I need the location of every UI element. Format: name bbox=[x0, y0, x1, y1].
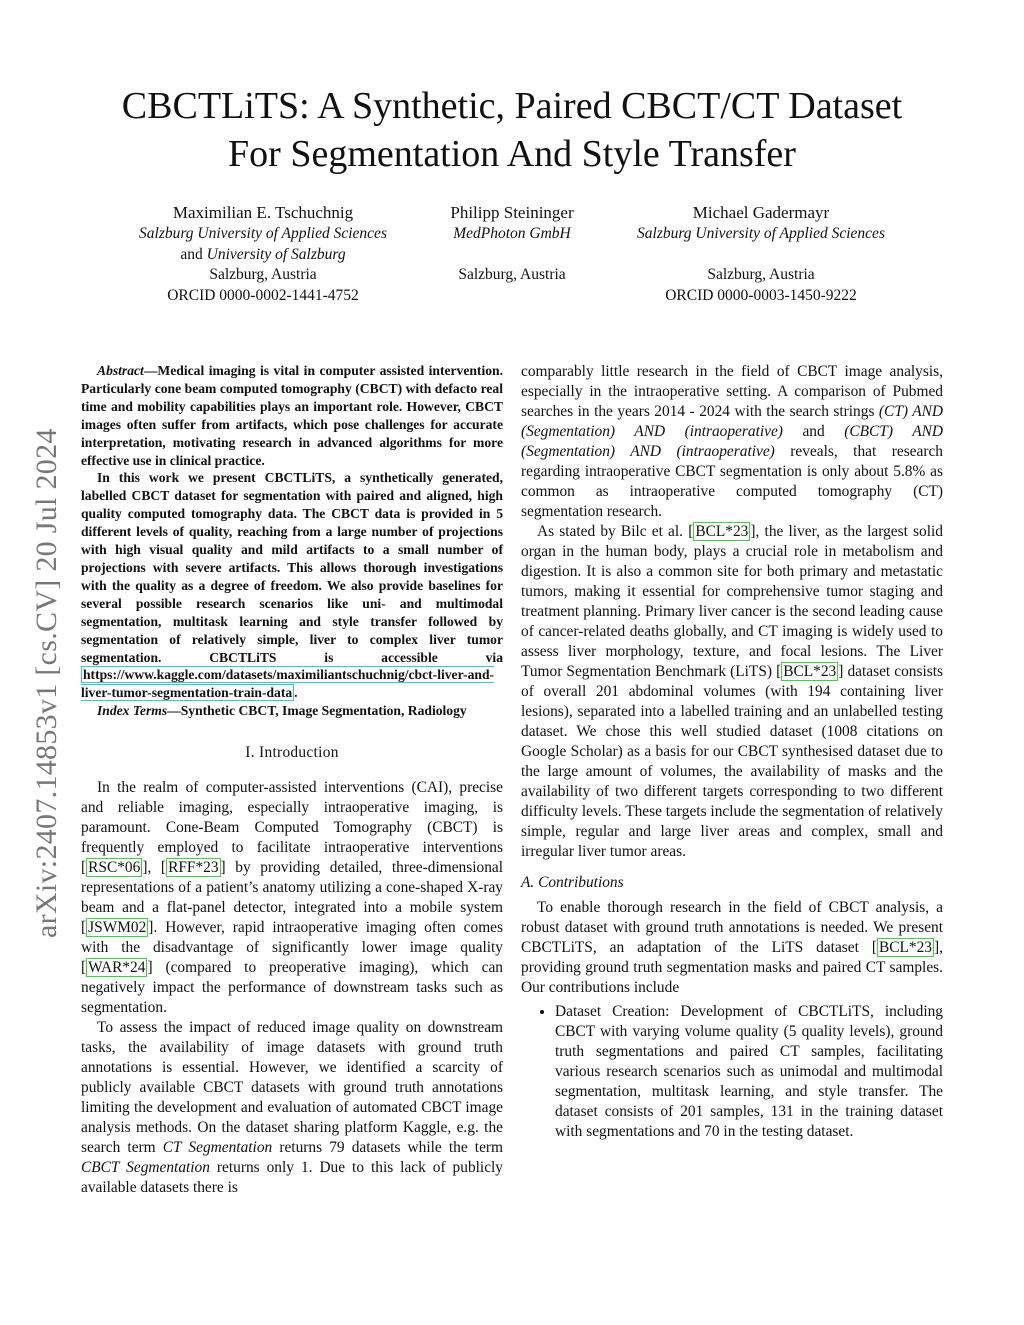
title-line-1: CBCTLiTS: A Synthetic, Paired CBCT/CT Dataset bbox=[121, 85, 903, 127]
paper-title bbox=[0, 82, 1024, 178]
paragraph-text: returns 79 datasets while the term bbox=[272, 1139, 504, 1157]
paragraph-text: comparably little research in the field of CBCT image analysis, especially in the intraoperative setting. A comparison of Pubmed searches in the years 2014 - 2024 with the search strings bbox=[521, 363, 943, 420]
paragraph-text: reveals, that research regarding intraoperative CBCT segmentation is only about 5.8% as common as intraoperative computed tomography (CT) segmentation research. bbox=[521, 443, 943, 520]
emphasis-text: (CT) AND (Segmentation) AND (intraoperative) bbox=[521, 403, 943, 440]
author-affiliation: Salzburg University of Applied Sciences bbox=[637, 225, 885, 242]
author-spacer bbox=[606, 245, 916, 266]
paragraph-text: , the liver, as the largest solid organ in the human body, plays a crucial role in metabolism and digestion. It is also a common site for both primary and metastatic tumors, making it essential for comprehensive tumor staging and treatment planning. Primary liver cancer is the second leading cause of cancer-related deaths globally, and CT imaging is widely used to assess liver morphology, texture, and focal lesions. The Liver Tumor Segmentation Benchmark (LiTS) bbox=[521, 523, 943, 680]
emphasis-text: CBCT Segmentation bbox=[81, 1159, 210, 1177]
abstract-label: Abstract bbox=[97, 363, 144, 378]
list-item: • Dataset Creation: Development of CBCTLiTS, including CBCT with varying volume quality (5 quality levels), ground truth segmentations and paired CT samples, facilitating various research scenarios such as unimodal and multimodal segmentation, multitask learning, and style transfer. The dataset consists of 201 samples, 131 in the training dataset with segmentations and 70 in the testing dataset. bbox=[555, 1002, 943, 1142]
paragraph-text: , providing ground truth segmentation masks and paired CT samples. Our contributions include bbox=[521, 939, 943, 996]
affiliation-connector: and bbox=[180, 245, 207, 263]
author-3 bbox=[606, 202, 916, 306]
subsection-heading-contributions: A. Contributions bbox=[521, 874, 624, 891]
section-heading-introduction: I. Introduction bbox=[245, 744, 339, 762]
paragraph-text: To enable thorough research in the field of CBCT analysis, a robust dataset with ground truth annotations is needed. We present CBCTLiTS, an adaptation of the LiTS dataset bbox=[521, 899, 943, 956]
introduction-body-continued bbox=[521, 362, 943, 862]
abstract-text: —Medical imaging is vital in computer assisted intervention. Particularly cone beam computed tomography (CBCT) with defacto real time and mobility capabilities plays an important role. However, CBCT images often suffer from artifacts, which pose challenges for accurate interpretation, motivating research in advanced algorithms for more effective use in clinical practice. bbox=[81, 363, 503, 468]
author-affiliation: Salzburg University of Applied Sciences bbox=[139, 225, 387, 242]
paragraph-text: As stated by Bilc et al. bbox=[537, 523, 689, 540]
abstract-text: In this work we present CBCTLiTS, a synthetically generated, labelled CBCT dataset for segmentation with paired and aligned, high quality computed tomography data. The CBCT data is provided in 5 different levels of quality, reaching from a large number of projections with high visual quality and mild artifacts to a small number of projections with severe artifacts. This allows thorough investigations with the quality as a degree of freedom. We also provide baselines for several possible research scenarios like uni- and multimodal segmentation, multitask learning and style transfer followed by segmentation of relatively simple, liver to complex liver tumor segmentation. CBCTLiTS is accessible via bbox=[81, 470, 503, 665]
abstract-paragraph-2 bbox=[81, 469, 503, 702]
abstract-text: . bbox=[294, 685, 298, 701]
citation-link[interactable]: RSC*06 bbox=[88, 859, 141, 877]
index-terms-text: —Synthetic CBCT, Image Segmentation, Radiology bbox=[167, 703, 467, 719]
author-location: Salzburg, Austria bbox=[458, 266, 566, 283]
author-location: Salzburg, Austria bbox=[209, 266, 317, 283]
citation-link[interactable]: BCL*23 bbox=[695, 523, 749, 540]
contributions-paragraph: To enable thorough research in the field of CBCT analysis, a robust dataset with ground truth annotations is needed. We present CBCTLiTS, an adaptation of the LiTS dataset [ BCL*23 ], providing ground truth segmentation masks and paired CT samples. Our contributions include bbox=[521, 899, 943, 996]
paragraph-text: by providing detailed, three-dimensional representations of a patient’s anatomy utilizing a cone-shaped X-ray beam and a flat-panel detector, integrated into a mobile system bbox=[81, 859, 503, 917]
citation-link[interactable]: JSWM02 bbox=[88, 919, 147, 937]
author-spacer bbox=[412, 245, 612, 266]
citation-link[interactable]: BCL*23 bbox=[878, 939, 932, 956]
paragraph-text: and bbox=[782, 423, 845, 440]
paragraph-text: To assess the impact of reduced image quality on downstream tasks, the availability of image datasets with ground truth annotations is essential. However, we identified a scarcity of publicly available CBCT datasets with ground truth annotations limiting the development and evaluation of automated CBCT image analysis methods. On the dataset sharing platform Kaggle, e.g. the search term bbox=[81, 1019, 503, 1157]
index-terms bbox=[81, 702, 503, 720]
title-line-2: For Segmentation And Style Transfer bbox=[228, 133, 796, 175]
paragraph-text: In the realm of computer-assisted interventions (CAI), precise and reliable imaging, especially intraoperative imaging, is paramount. Cone-Beam Computed Tomography (CBCT) is frequently employed to facilitate intraoperative interventions bbox=[81, 779, 503, 857]
author-location: Salzburg, Austria bbox=[707, 266, 815, 283]
author-affiliation-2 bbox=[108, 245, 418, 266]
author-name: Michael Gadermayr bbox=[692, 203, 830, 222]
author-name: Maximilian E. Tschuchnig bbox=[172, 203, 354, 222]
paragraph-text: (compared to preoperative imaging), which can negatively impact the performance of downstream tasks such as segmentation. bbox=[81, 959, 503, 1017]
citation-link[interactable]: RFF*23 bbox=[168, 859, 219, 877]
citation-link[interactable]: WAR*24 bbox=[88, 959, 146, 977]
left-column bbox=[81, 362, 503, 1198]
author-name: Philipp Steininger bbox=[450, 203, 574, 222]
intro-paragraph-2 bbox=[81, 1018, 503, 1198]
arxiv-identifier: arXiv:2407.14853v1 [cs.CV] 20 Jul 2024 bbox=[30, 428, 63, 938]
author-1 bbox=[108, 202, 418, 306]
emphasis-text: (CBCT) AND (Segmentation) AND (intraoperative) bbox=[521, 423, 944, 460]
author-2 bbox=[412, 202, 612, 286]
paragraph-text: . However, rapid intraoperative imaging often comes with the disadvantage of significantly lower image quality bbox=[81, 919, 503, 957]
abstract-paragraph-1 bbox=[81, 362, 503, 469]
citation-link[interactable]: BCL*23 bbox=[783, 663, 837, 680]
author-orcid: ORCID 0000-0002-1441-4752 bbox=[167, 286, 359, 304]
index-terms-label: Index Terms bbox=[97, 703, 168, 719]
paragraph-text: , bbox=[147, 859, 161, 877]
author-orcid: ORCID 0000-0003-1450-9222 bbox=[665, 286, 857, 304]
introduction-body bbox=[81, 778, 503, 1198]
contributions-body bbox=[521, 898, 943, 1142]
author-affiliation: MedPhoton GmbH bbox=[453, 225, 571, 242]
dataset-url-link[interactable]: https://www.kaggle.com/datasets/maximiliantschuchnig/cbct-liver-and-liver-tumor-segmentation-train-data bbox=[81, 667, 495, 701]
paragraph-text: returns only 1. Due to this lack of publicly available datasets there is bbox=[81, 1159, 503, 1197]
affiliation-name: University of Salzburg bbox=[206, 245, 346, 263]
emphasis-text: CT Segmentation bbox=[162, 1139, 273, 1157]
paragraph-text: dataset consists of overall 201 abdominal volumes (with 194 containing liver lesions), separated into a labelled training and an unlabelled testing dataset. We chose this well studied dataset (1008 citations on Google Scholar) as a basis for our CBCT synthesised dataset due to the large amount of volumes, the availability of masks and the availability of two different targets corresponding to two different difficulty levels. These targets include the segmentation of relatively simple, regular and large liver areas and complex, small and irregular liver tumor areas. bbox=[521, 663, 943, 860]
intro-paragraph-1: In the realm of computer-assisted interventions (CAI), precise and reliable imaging, especially intraoperative imaging, is paramount. Cone-Beam Computed Tomography (CBCT) is frequently employed to facilitate intraoperative interventions [ RSC*06 ], [ RFF*23 ] by providing detailed, three-dimensional representations of a patient’s anatomy utilizing a cone-shaped X-ray beam and a flat-panel detector, integrated into a mobile system [ JSWM02 ]. However, rapid intraoperative imaging often comes with the disadvantage of significantly lower image quality [ WAR*24 ] (compared to preoperative imaging), which can negatively impact the performance of downstream tasks such as segmentation. bbox=[81, 779, 503, 1017]
contributions-list bbox=[521, 1002, 943, 1142]
right-column bbox=[521, 362, 943, 1142]
abstract bbox=[81, 362, 503, 720]
intro-paragraph-3: As stated by Bilc et al. [ BCL*23 ], the liver, as the largest solid organ in the human body, plays a crucial role in metabolism and digestion. It is also a common site for both primary and metastatic tumors, making it essential for comprehensive tumor staging and treatment planning. Primary liver cancer is the second leading cause of cancer-related deaths globally, and CT imaging is widely used to assess liver morphology, texture, and focal lesions. The Liver Tumor Segmentation Benchmark (LiTS) [ BCL*23 ] dataset consists of overall 201 abdominal volumes (with 194 containing liver lesions), separated into a labelled training and an unlabelled testing dataset. We chose this well studied dataset (1008 citations on Google Scholar) as a basis for our CBCT synthesised dataset due to the large amount of volumes, the availability of masks and the availability of two different targets corresponding to two different difficulty levels. These targets include the segmentation of relatively simple, regular and large liver areas and complex, small and irregular liver tumor areas. bbox=[521, 523, 943, 860]
intro-paragraph-2-continued bbox=[521, 362, 943, 522]
